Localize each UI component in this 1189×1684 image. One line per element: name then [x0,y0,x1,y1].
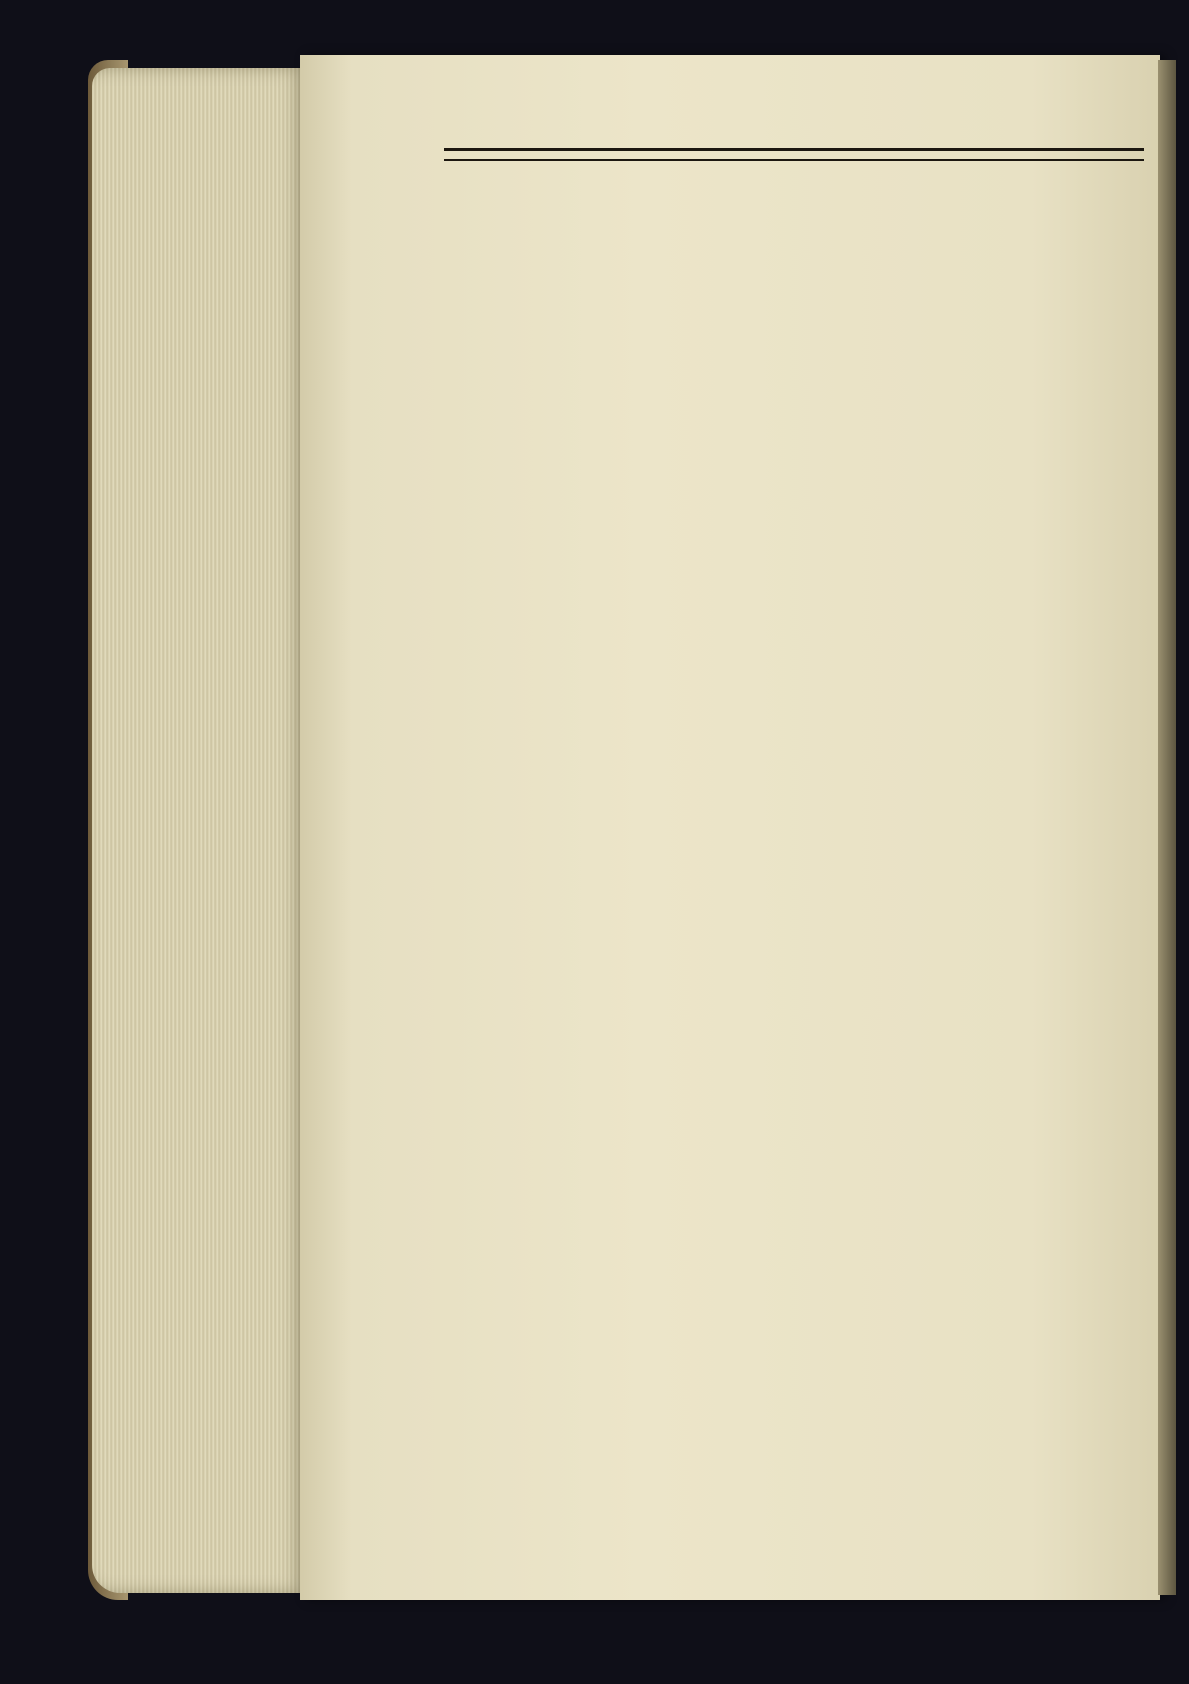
gutter-shadow [1158,60,1176,1595]
book-page [300,55,1160,1600]
page-content [444,96,1144,171]
page-header [444,96,1144,151]
section-divider [444,159,1144,161]
page-edges [92,68,307,1593]
